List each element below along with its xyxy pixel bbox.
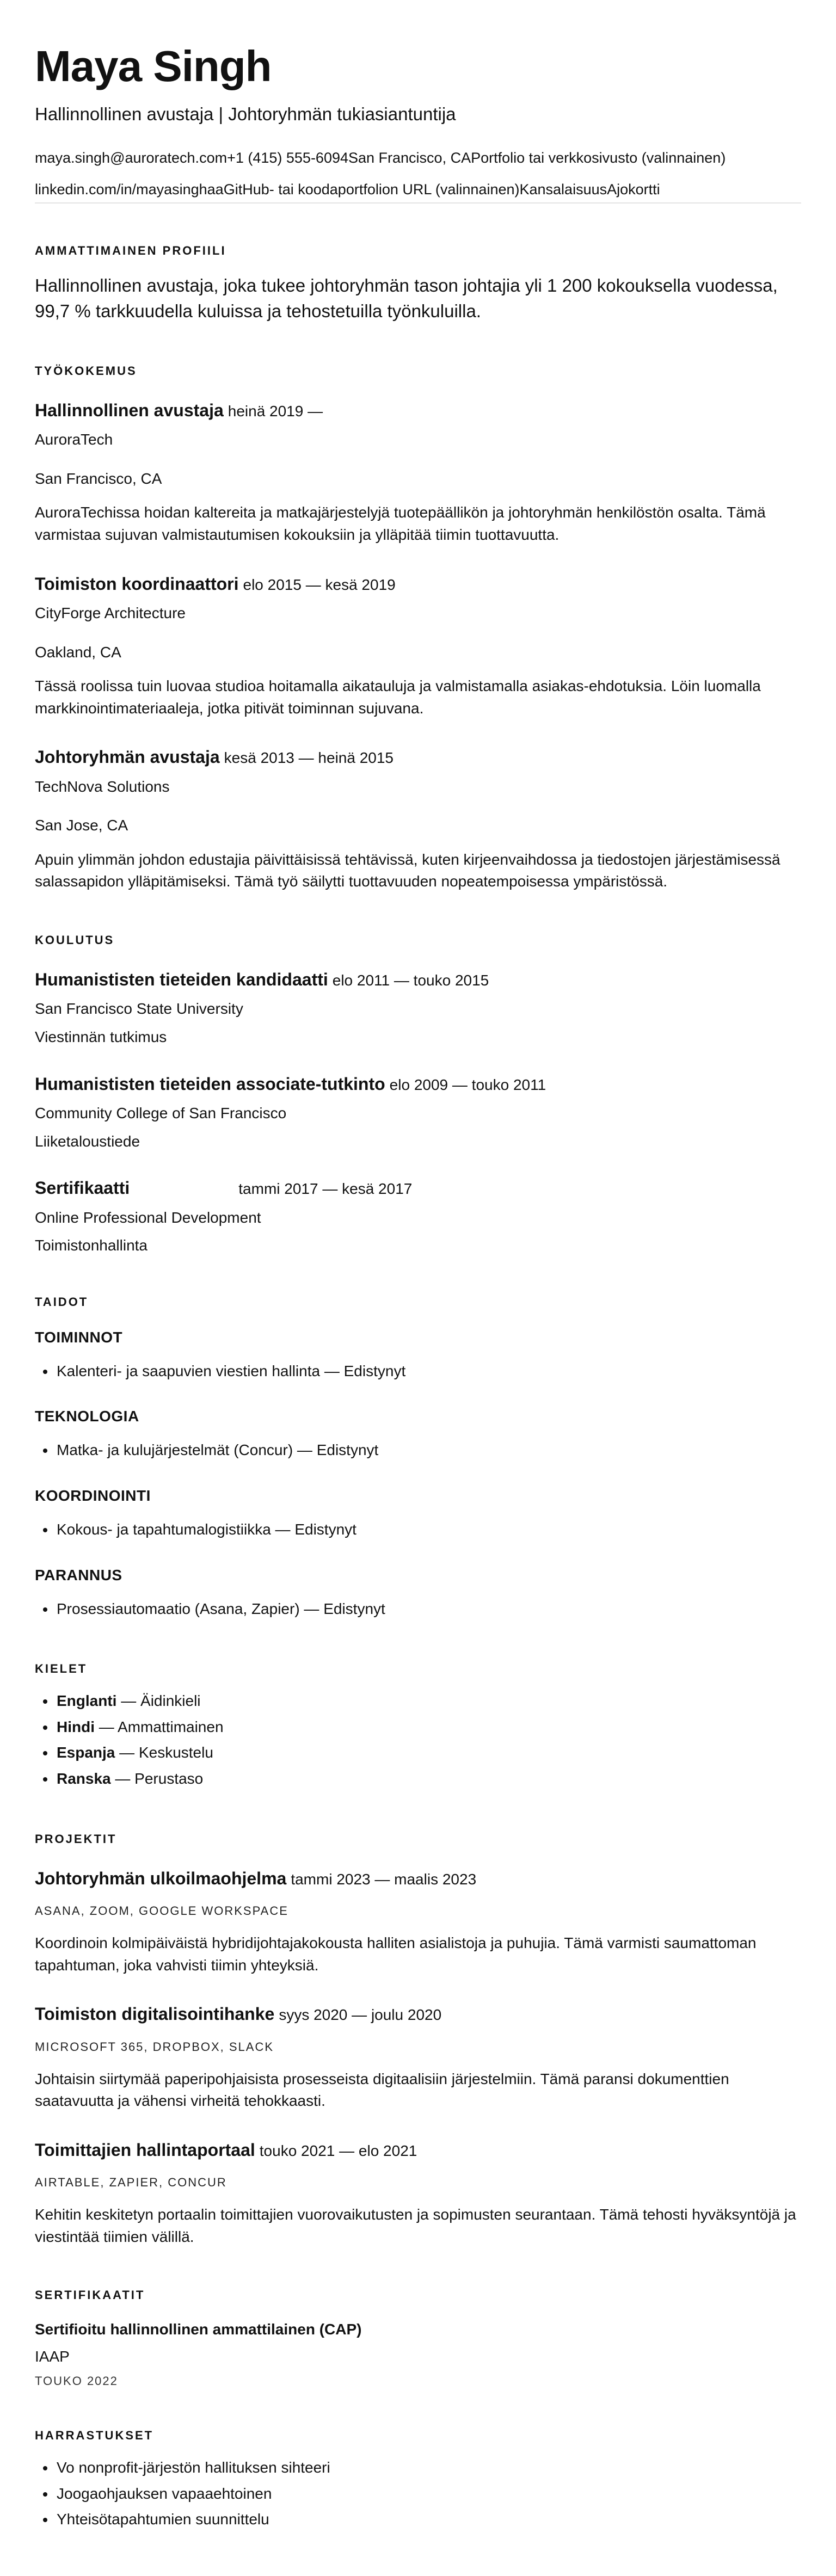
experience-entry	[35, 747, 801, 893]
contact-portfolio[interactable]: Portfolio tai verkkosivusto (valinnainen)	[471, 149, 726, 166]
education-entry-head	[35, 1178, 801, 1198]
job-company: CityForge Architecture	[35, 604, 186, 621]
project-entry-head	[35, 1868, 801, 1889]
education-entry-head	[35, 1074, 801, 1094]
certification-date: TOUKO 2022	[35, 2374, 118, 2388]
study-field: Viestinnän tutkimus	[35, 1028, 167, 1046]
language-level: — Äidinkieli	[116, 1692, 201, 1710]
experience-entry-head	[35, 400, 801, 421]
languages-section	[35, 1662, 801, 1791]
project-dates: touko 2021 — elo 2021	[259, 2142, 417, 2159]
job-company: AuroraTech	[35, 431, 113, 448]
language-item	[56, 1688, 801, 1714]
skill-category: KOORDINOINTI	[35, 1487, 151, 1504]
school-name: San Francisco State University	[35, 1000, 243, 1018]
skill-group	[35, 1487, 801, 1543]
project-description: Koordinoin kolmipäiväistä hybridijohtajakokousta halliten asialistoja ja puhujia. Tämä varmisti saumattoman tapahtuman, joka vahvisti tiimin yhteyksiä.	[35, 1934, 757, 1974]
certifications-section	[35, 2288, 801, 2388]
language-item	[56, 1766, 801, 1792]
projects-section	[35, 1832, 801, 2248]
profile-heading: AMMATTIMAINEN PROFIILI	[35, 244, 226, 258]
skill-list	[35, 1358, 801, 1384]
skill-item: • Matka- ja kulujärjestelmät (Concur) — Edistynyt	[56, 1437, 801, 1463]
contact-citizenship: Kansalaisuus	[519, 181, 607, 198]
language-name: Englanti	[57, 1692, 117, 1710]
profile-summary: Hallinnollinen avustaja, joka tukee johtoryhmän tason johtajia yli 1 200 kokouksella vuodessa, 99,7 % tarkkuudella kuluissa ja tehostetuilla työnkuluilla.	[35, 275, 778, 321]
project-dates: syys 2020 — joulu 2020	[279, 2006, 442, 2024]
experience-entry-head	[35, 574, 801, 594]
hobby-item: • Yhteisötapahtumien suunnittelu	[56, 2506, 801, 2532]
skill-category: PARANNUS	[35, 1566, 122, 1583]
skill-category: TOIMINNOT	[35, 1328, 123, 1346]
contact-row-secondary	[35, 181, 801, 204]
degree-title: Humanististen tieteiden associate-tutkinto	[35, 1074, 385, 1094]
project-dates: tammi 2023 — maalis 2023	[291, 1870, 477, 1888]
project-name: Toimiston digitalisointihanke	[35, 2004, 275, 2024]
project-description: Johtaisin siirtymää paperipohjaisista prosesseista digitaalisiin järjestelmiin. Tämä paransi dokumenttien saatavuutta ja vähensi virheitä tehokkaasti.	[35, 2070, 729, 2110]
degree-title: Humanististen tieteiden kandidaatti	[35, 970, 328, 990]
study-field: Toimistonhallinta	[35, 1237, 147, 1254]
language-name: Ranska	[57, 1770, 111, 1787]
skill-group	[35, 1408, 801, 1463]
project-tech: AIRTABLE, ZAPIER, CONCUR	[35, 2176, 227, 2190]
job-dates: kesä 2013 — heinä 2015	[224, 749, 394, 767]
education-section	[35, 933, 801, 1255]
project-entry	[35, 1868, 801, 1977]
education-entry	[35, 1074, 801, 1151]
certifications-heading: SERTIFIKAATIT	[35, 2288, 145, 2302]
hobbies-heading: HARRASTUKSET	[35, 2429, 154, 2443]
language-item	[56, 1740, 801, 1766]
project-name: Toimittajien hallintaportaal	[35, 2140, 255, 2160]
language-level: — Ammattimainen	[95, 1718, 224, 1735]
degree-dates: tammi 2017 — kesä 2017	[238, 1180, 413, 1198]
skill-group	[35, 1567, 801, 1622]
resume-header	[35, 44, 801, 204]
skill-list	[35, 1437, 801, 1463]
school-name: Online Professional Development	[35, 1209, 261, 1226]
language-name: Hindi	[57, 1718, 95, 1735]
job-location: San Francisco, CA	[35, 470, 162, 487]
project-entry-head	[35, 2004, 801, 2024]
experience-section	[35, 364, 801, 893]
skill-item: • Kokous- ja tapahtumalogistiikka — Edistynyt	[56, 1517, 801, 1543]
education-entry-head	[35, 969, 801, 990]
profile-section	[35, 244, 801, 323]
degree-dates: elo 2011 — touko 2015	[332, 972, 489, 989]
education-entry	[35, 969, 801, 1046]
skill-list	[35, 1596, 801, 1622]
skills-heading: TAIDOT	[35, 1295, 89, 1309]
contact-github[interactable]: GitHub- tai koodaportfolion URL (valinnainen)	[223, 181, 520, 198]
job-location: Oakland, CA	[35, 643, 121, 661]
contact-email[interactable]: maya.singh@auroratech.com	[35, 149, 228, 166]
job-description: AuroraTechissa hoidan kaltereita ja matkajärjestelyjä tuotepäällikön ja johtoryhmän henkilöstön osalta. Tämä varmistaa sujuvan valmistautumisen kokouksiin ja ylläpitää tiimin tuottavuutta.	[35, 504, 766, 543]
job-dates: elo 2015 — kesä 2019	[243, 576, 396, 593]
certification-issuer: IAAP	[35, 2348, 70, 2365]
job-description: Apuin ylimmän johdon edustajia päivittäisissä tehtävissä, kuten kirjeenvaihdossa ja tiedostojen järjestämisessä salassapidon ylläpitämiseksi. Tämä työ säilytti tuottavuuden nopeatempoisessa ympäristössä.	[35, 851, 780, 890]
education-heading: KOULUTUS	[35, 933, 115, 947]
skill-category: TEKNOLOGIA	[35, 1408, 139, 1425]
projects-heading: PROJEKTIT	[35, 1832, 117, 1846]
language-name: Espanja	[57, 1744, 115, 1761]
degree-title: Sertifikaatti	[35, 1178, 130, 1198]
skills-section	[35, 1295, 801, 1622]
job-company: TechNova Solutions	[35, 778, 170, 795]
project-tech: MICROSOFT 365, DROPBOX, SLACK	[35, 2039, 274, 2054]
hobby-item: • Joogaohjauksen vapaaehtoinen	[56, 2481, 801, 2507]
job-location: San Jose, CA	[35, 817, 128, 834]
hobby-list	[35, 2455, 801, 2532]
experience-heading: TYÖKOKEMUS	[35, 363, 137, 378]
person-name: Maya Singh	[35, 42, 272, 90]
project-name: Johtoryhmän ulkoilmaohjelma	[35, 1868, 287, 1888]
job-title: Toimiston koordinaattori	[35, 574, 239, 594]
contact-row-primary	[35, 149, 801, 167]
person-tagline: Hallinnollinen avustaja | Johtoryhmän tukiasiantuntija	[35, 104, 456, 124]
study-field: Liiketaloustiede	[35, 1132, 140, 1150]
project-entry-head	[35, 2140, 801, 2160]
certification-name: Sertifioitu hallinnollinen ammattilainen (CAP)	[35, 2321, 362, 2338]
education-entry	[35, 1178, 801, 1255]
contact-location: San Francisco, CA	[348, 149, 471, 166]
skill-list	[35, 1517, 801, 1543]
experience-entry-head	[35, 747, 801, 767]
language-level: — Keskustelu	[115, 1744, 213, 1761]
job-title: Johtoryhmän avustaja	[35, 747, 220, 767]
language-list	[35, 1688, 801, 1791]
school-name: Community College of San Francisco	[35, 1105, 287, 1122]
experience-entry	[35, 400, 801, 546]
languages-heading: KIELET	[35, 1662, 88, 1676]
contact-drivers-license: Ajokortti	[607, 181, 660, 198]
project-tech: ASANA, ZOOM, GOOGLE WORKSPACE	[35, 1903, 288, 1918]
language-item	[56, 1714, 801, 1740]
project-entry	[35, 2140, 801, 2248]
hobby-item: • Vo nonprofit-järjestön hallituksen sihteeri	[56, 2455, 801, 2481]
job-description: Tässä roolissa tuin luovaa studioa hoitamalla aikatauluja ja valmistamalla asiakas-ehdotuksia. Löin luomalla markkinointimateriaaleja, jotka pitivät toiminnan sujuvana.	[35, 677, 761, 717]
skill-item: • Kalenteri- ja saapuvien viestien hallinta — Edistynyt	[56, 1358, 801, 1384]
skill-group	[35, 1329, 801, 1384]
project-description: Kehitin keskitetyn portaalin toimittajien vuorovaikutusten ja sopimusten seurantaan. Tämä tehosti hyväksyntöjä ja viestintää tiimien välillä.	[35, 2206, 796, 2245]
skill-item: • Prosessiautomaatio (Asana, Zapier) — Edistynyt	[56, 1596, 801, 1622]
contact-phone[interactable]: +1 (415) 555-6094	[227, 149, 348, 166]
contact-linkedin[interactable]: linkedin.com/in/mayasinghaa	[35, 181, 224, 198]
hobbies-section	[35, 2429, 801, 2532]
job-dates: heinä 2019 —	[228, 402, 323, 420]
experience-entry	[35, 574, 801, 720]
project-entry	[35, 2004, 801, 2112]
degree-dates: elo 2009 — touko 2011	[389, 1076, 546, 1093]
language-level: — Perustaso	[110, 1770, 204, 1787]
job-title: Hallinnollinen avustaja	[35, 400, 224, 420]
